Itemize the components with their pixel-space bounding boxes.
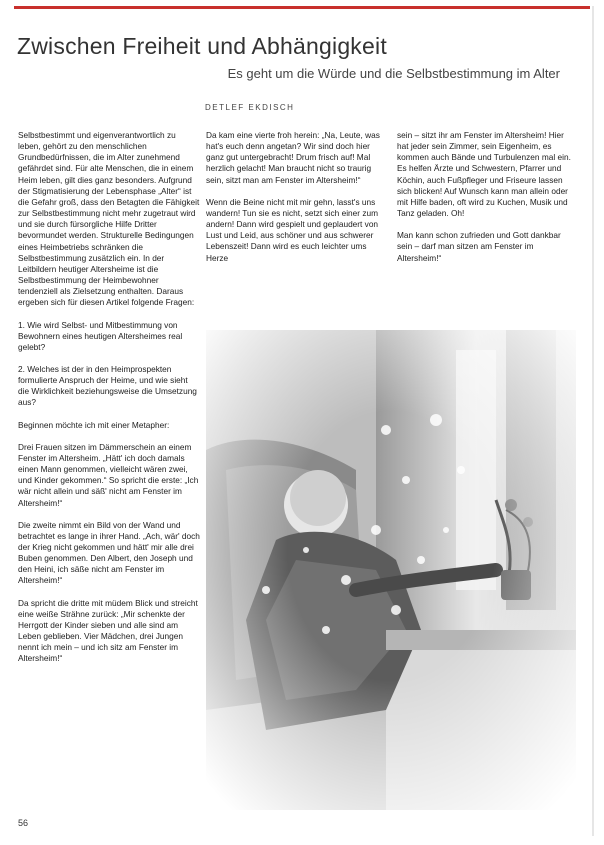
paragraph: Beginnen möchte ich mit einer Metapher: — [18, 419, 170, 430]
article-photo — [206, 330, 576, 810]
paragraph: 1. Wie wird Selbst- und Mitbestimmung von Bewohnern eines heutigen Altersheimes real gelebt? — [18, 319, 183, 352]
text-column-2 — [206, 130, 386, 275]
photo-elderly-woman-at-window — [206, 330, 576, 810]
paragraph: Die zweite nimmt ein Bild von der Wand und betrachtet es lange in ihrer Hand. „Ach, wär' doch der Krieg nicht gekommen und hätt' mir alle drei Buben genommen. Den Albert, den Joseph und den Heini, ich säße nicht am Fenster im Altersheim!“ — [18, 519, 200, 586]
article-title: Zwischen Freiheit und Abhängigkeit — [17, 33, 387, 59]
page-number: 56 — [18, 818, 29, 828]
paragraph: Drei Frauen sitzen im Dämmerschein an einem Fenster im Altersheim. „Hätt' ich doch damals einen Mann genommen, vielleicht wären zwei, und Kinder gekommen.“ So spricht die erste: „Ich wär nicht allein und säß' nicht am Fenster im Altersheim!“ — [18, 441, 199, 508]
article-subtitle: Es geht um die Würde und die Selbstbestimmung im Alter — [227, 66, 560, 81]
paragraph: Selbstbestimmt und eigenverantwortlich zu leben, gehört zu den menschlichen Grundbedürfnissen, die im Alter zunehmend gefährdet sind. Für alte Menschen, die in einem Heim leben, gilt dies ganz besonders. Aufgrund der Stigmatisierung der Lebensphase „Alter“ ist die Gefahr groß, dass den Betagten die Fähigkeit zur Selbstbestimmung nicht mehr zugetraut wird und sie durch fürsorgliche Hilfe Dritter bevormundet werden. Strukturelle Bedingungen eines Heimbetriebs schränken die Selbstbestimmung zusätzlich ein. In der Leitbildern heutiger Altersheime ist die Selbstbestimmung der Heimbewohner tendenziell als Zielsetzung enthalten. Daraus ergeben sich für diesen Artikel folgende Fragen: — [18, 130, 200, 308]
paragraph: Wenn die Beine nicht mit mir gehn, lasst's uns wandern! Tun sie es nicht, setzt sich einer zum andern! Dann wird gespielt und geplaudert von Lust und Leid, aus schöner und aus schwerer Lebenszeit! Dann wird es euch leichter ums Herze — [206, 196, 379, 263]
paragraph: Da kam eine vierte froh herein: „Na, Leute, was hat's euch denn angetan? Wir sind doch hier ganz gut untergebracht! Drum frisch auf! Mal herzlich gelacht! Man braucht nicht so traurig sein, sitzt man am Fenster im Altersheim!“ — [206, 130, 380, 185]
text-column-1 — [18, 130, 200, 676]
paragraph: Man kann schon zufrieden und Gott dankbar sein – darf man sitzen am Fenster im Altersheim!“ — [397, 230, 561, 263]
paragraph: Da spricht die dritte mit müdem Blick und streicht eine weiße Strähne zurück: „Mir schenkte der Herrgott der Kinder sieben und alle sind am Leben geblieben. Vier Mädchen, drei Jungen nennt ich mein – und ich sitz am Fenster im Altersheim!“ — [18, 597, 198, 664]
top-accent-rule — [14, 6, 590, 9]
author-byline: DETLEF EKDISCH — [205, 103, 295, 112]
paragraph: sein – sitzt ihr am Fenster im Altersheim! Hier hat jeder sein Zimmer, sein Eigenheim, es kommen auch Bände und Turbulenzen mal ein. Es helfen Ärzte und Schwestern, Pfarrer und Köchin, auch Fußpfleger und Friseure lassen sich blicken! Auf Wunsch kann man allein oder mit Hilfe baden, oft wird zu Kuchen, Musik und Tanz geladen. Oh! — [397, 130, 571, 219]
paragraph: 2. Welches ist der in den Heimprospekten formulierte Anspruch der Heime, und wie sieht die Wirklichkeit beziehungsweise die Umsetzung aus? — [18, 363, 197, 408]
text-column-3 — [397, 130, 577, 275]
page-edge-shadow — [592, 6, 594, 836]
